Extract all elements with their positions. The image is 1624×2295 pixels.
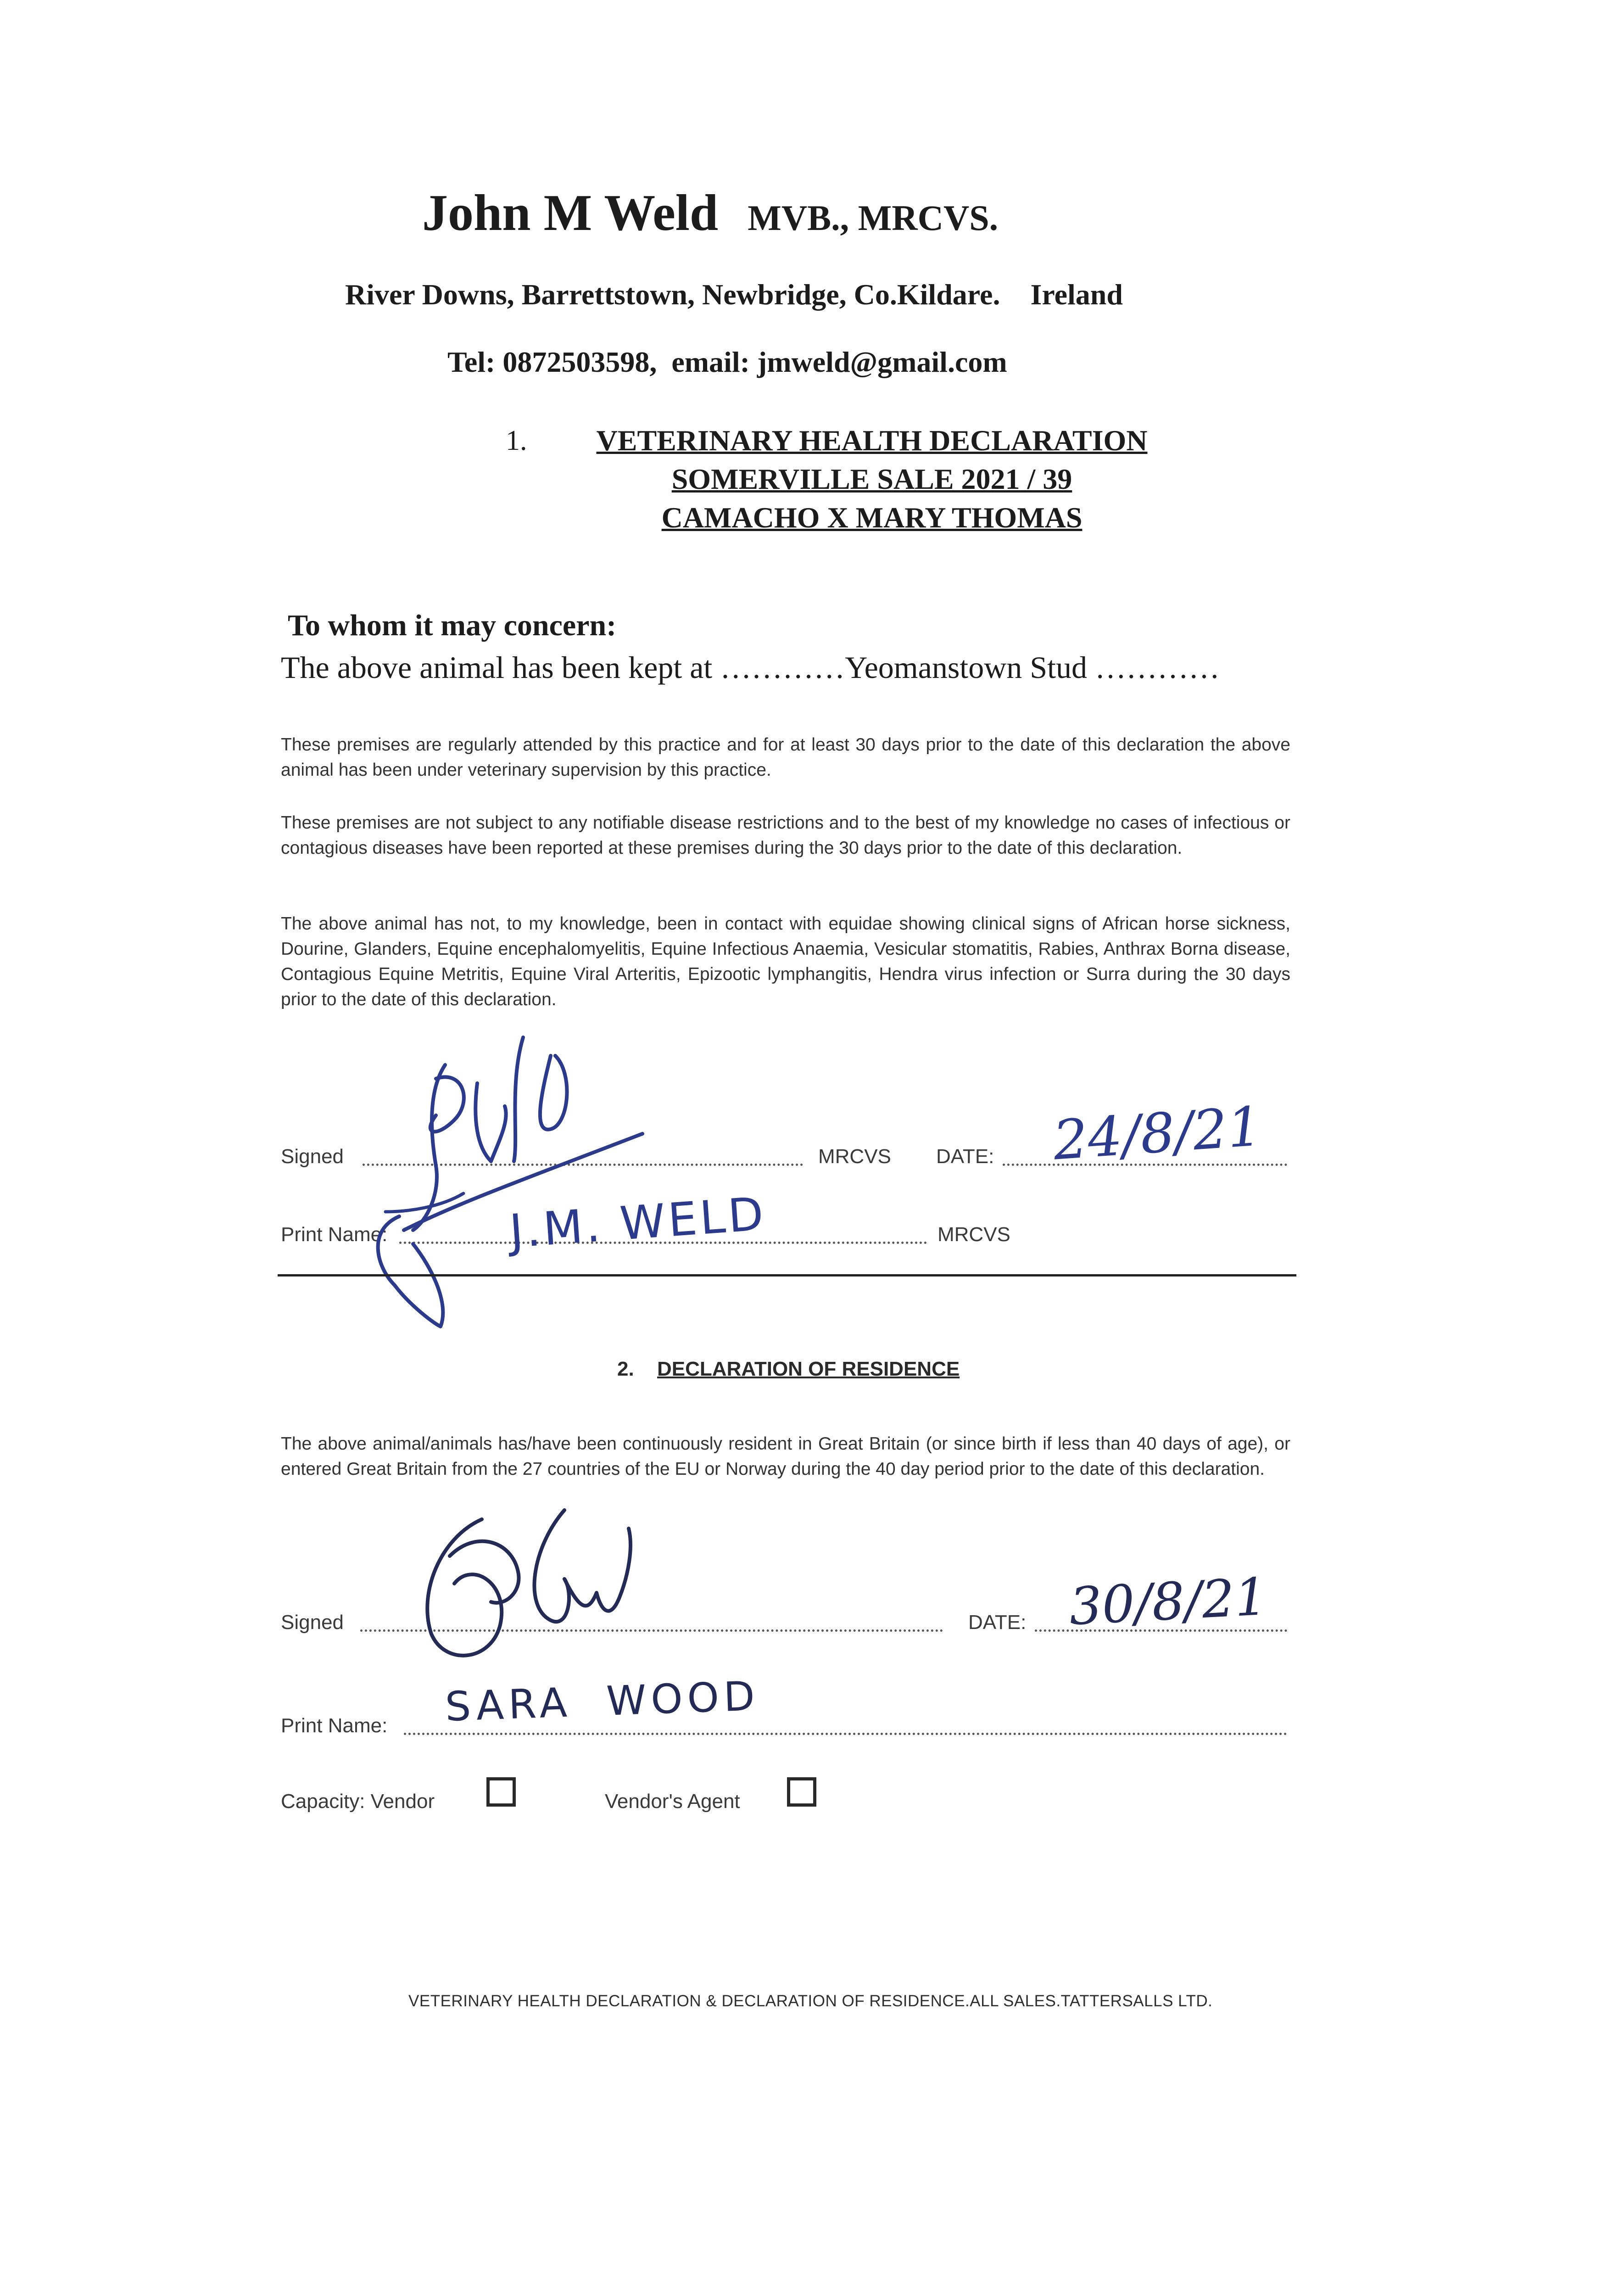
vet-mrcvs-label: MRCVS [818,1145,891,1168]
kept-at-leader: ………… [720,650,845,685]
vendor-checkbox[interactable] [486,1777,516,1807]
section1-sale: SOMERVILLE SALE 2021 / 39 [671,463,1072,495]
section1-title: VETERINARY HEALTH DECLARATION [596,424,1148,457]
vendor-date-value: 30/8/21 [1067,1567,1269,1637]
letterhead-contact: Tel: 0872503598, email: jmweld@gmail.com [447,346,1007,378]
section2-title: DECLARATION OF RESIDENCE [657,1358,960,1380]
letterhead-address: River Downs, Barrettstown, Newbridge, Co.Kildare. [345,278,1000,311]
capacity-vendor-label: Capacity: Vendor [281,1790,435,1813]
section1-heading [528,421,1216,537]
letterhead-name-line [422,184,1202,248]
section2-number: 2. [617,1358,634,1380]
vendors-agent-checkbox[interactable] [787,1777,816,1807]
vet-date-label: DATE: [936,1145,994,1168]
vet-date-value: 24/8/21 [1051,1094,1264,1172]
salutation: To whom it may concern: [288,609,617,642]
vendor-signature-icon [413,1501,707,1675]
letterhead-name: John M Weld [422,185,719,241]
paragraph-supervision: These premises are regularly attended by this practice and for at least 30 days prior to the date of this declaration the above animal has been under veterinary supervision by this practice. [281,735,1290,780]
footer-text: VETERINARY HEALTH DECLARATION & DECLARATION OF RESIDENCE.ALL SALES.TATTERSALLS LTD. [408,1992,1213,2010]
vet-print-name-value: J.M. WELD [508,1187,768,1259]
vet-print-name-label: Print Name: [281,1223,388,1246]
paragraph-no-restrictions: These premises are not subject to any notifiable disease restrictions and to the best of my knowledge no cases of infectious or contagious diseases have been reported at these premises during the 30 days prior to the date of this declaration. [281,813,1290,858]
vendor-date-label: DATE: [968,1611,1027,1634]
kept-at-value: Yeomanstown Stud [845,650,1088,685]
vet-mrcvs-label-2: MRCVS [938,1223,1010,1246]
kept-at-line [281,649,1336,686]
letterhead-address-line [345,278,1309,312]
kept-at-label: The above animal has been kept at [281,650,713,685]
kept-at-trailer: ………… [1095,650,1220,685]
letterhead-country: Ireland [1030,278,1123,311]
paragraph-no-contact: The above animal has not, to my knowledge, been in contact with equidae showing clinical signs of African horse sickness, Dourine, Glanders, Equine encephalomyelitis, Equine Infectious Anaemia, Vesicular stomatitis, Rabies, Anthrax Borna disease, Contagious Equine Metritis, Equine Viral Arteritis, Epizootic lymphangitis, Hendra virus infection or Surra during the 30 days prior to the date of this declaration. [281,914,1290,1009]
vet-signed-label: Signed [281,1145,344,1168]
vet-signature-icon [358,1028,725,1340]
section-divider [278,1274,1296,1276]
section1-number: 1. [506,425,527,456]
section1-horse: CAMACHO X MARY THOMAS [661,501,1083,534]
vendor-signed-label: Signed [281,1611,344,1634]
vendor-print-name-value: SARA WOOD [444,1672,760,1730]
vendor-print-name-line [404,1733,1287,1735]
paragraph-residence: The above animal/animals has/have been continuously resident in Great Britain (or since birth if less than 40 days of age), or entered Great Britain from the 27 countries of the EU or Norway during the 40 day period prior to the date of this declaration. [281,1434,1290,1479]
vendor-print-name-label: Print Name: [281,1714,388,1737]
letterhead-credentials: MVB., MRCVS. [748,198,999,238]
vendors-agent-label: Vendor's Agent [605,1790,740,1813]
